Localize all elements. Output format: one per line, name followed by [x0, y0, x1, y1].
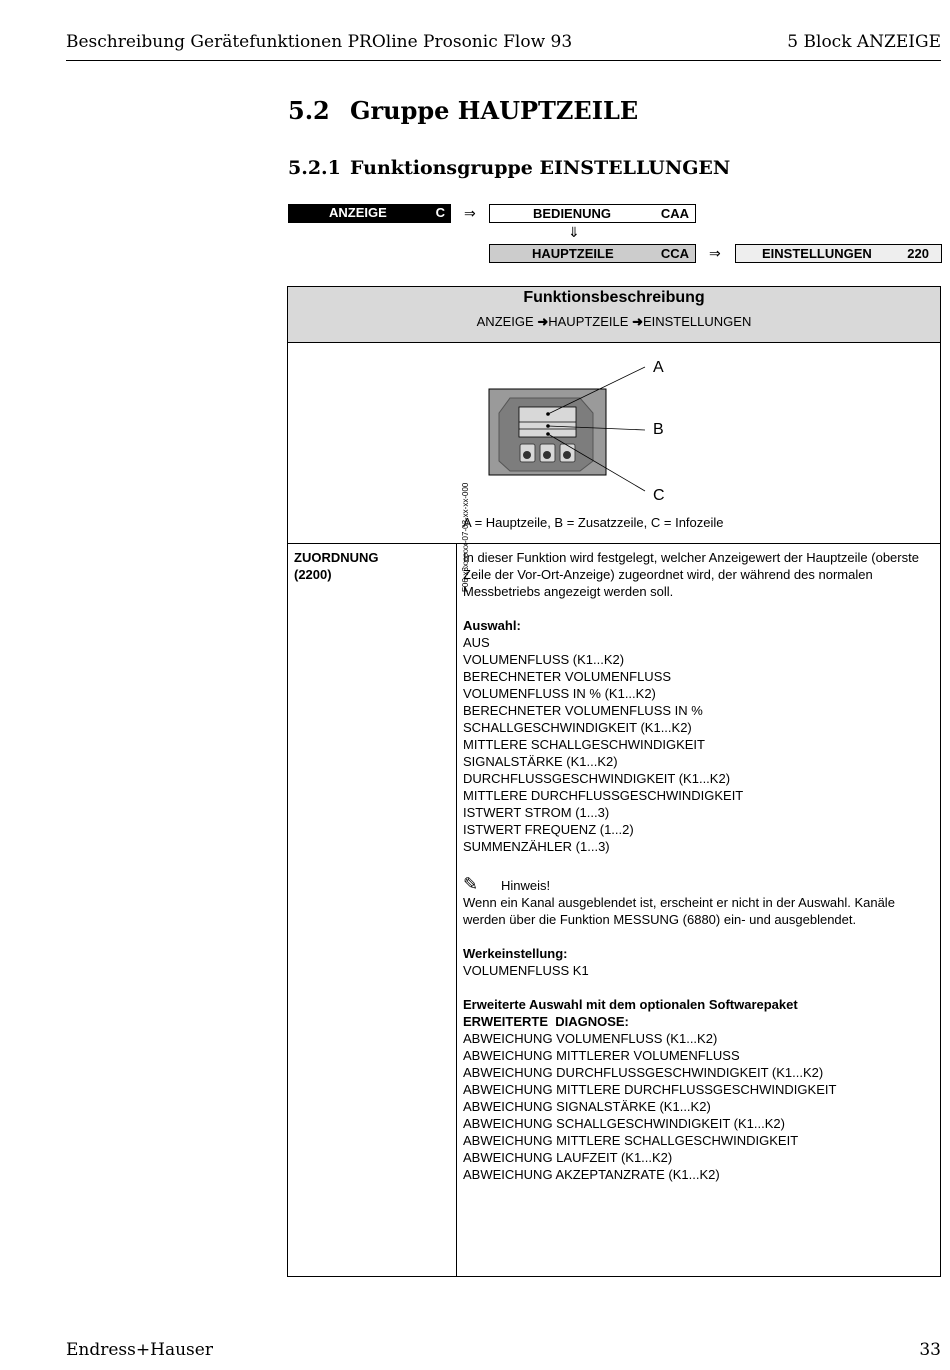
- subsection-number: 5.2.1: [288, 157, 341, 179]
- extended-option-item: ABWEICHUNG AKZEPTANZRATE (K1...K2): [463, 1167, 720, 1182]
- option-item: MITTLERE SCHALLGESCHWINDIGKEIT: [463, 737, 705, 752]
- nav-hauptzeile-label: HAUPTZEILE: [532, 246, 614, 261]
- werkeinstellung-label: Werkeinstellung:: [463, 946, 568, 961]
- nav-hauptzeile-code: CCA: [660, 246, 689, 261]
- nav-block-anzeige: [288, 204, 451, 223]
- function-description-cell: [463, 549, 933, 1183]
- table-header-path: [288, 314, 940, 330]
- option-item: BERECHNETER VOLUMENFLUSS: [463, 669, 672, 684]
- subsection-title: Funktionsgruppe EINSTELLUNGEN: [350, 157, 731, 179]
- nav-group-bedienung: [489, 204, 696, 223]
- extended-option-item: ABWEICHUNG MITTLERE DURCHFLUSSGESCHWINDIGKEIT: [463, 1082, 837, 1097]
- option-item: AUS: [463, 635, 490, 650]
- arrow-right-icon: ➜: [537, 314, 549, 329]
- arrow-right-icon: ➜: [632, 314, 643, 329]
- hinweis-heading: [463, 876, 933, 894]
- path-item: ANZEIGE: [476, 314, 534, 329]
- running-header-chapter: 5 Block ANZEIGE: [787, 32, 941, 52]
- path-item: EINSTELLUNGEN: [642, 314, 752, 329]
- subsection-heading: [288, 157, 730, 179]
- running-header-title: Beschreibung Gerätefunktionen PROline Prosonic Flow 93: [66, 32, 573, 52]
- erweitert-label: Erweiterte Auswahl mit dem optionalen Softwarepaket: [463, 997, 798, 1012]
- nav-anzeige-label: ANZEIGE: [329, 205, 387, 220]
- nav-anzeige-code: C: [435, 205, 445, 220]
- nav-bedienung-label: BEDIENUNG: [533, 206, 612, 221]
- auswahl-label: Auswahl:: [463, 618, 521, 633]
- extended-option-item: ABWEICHUNG SIGNALSTÄRKE (K1...K2): [463, 1099, 711, 1114]
- section-title: Gruppe HAUPTZEILE: [350, 96, 639, 125]
- option-item: BERECHNETER VOLUMENFLUSS IN %: [463, 703, 703, 718]
- function-name: ZUORDNUNG: [294, 550, 379, 565]
- nav-einstellungen-code: 220: [907, 246, 929, 261]
- option-item: MITTLERE DURCHFLUSSGESCHWINDIGKEIT: [463, 788, 744, 803]
- erweitert-label-package: ERWEITERTE DIAGNOSE:: [463, 1014, 629, 1029]
- option-item: ISTWERT FREQUENZ (1...2): [463, 822, 634, 837]
- pencil-note-icon: ✎: [463, 874, 479, 894]
- figure-caption: A = Hauptzeile, B = Zusatzzeile, C = Infozeile: [463, 515, 724, 530]
- page-number: 33: [919, 1340, 941, 1360]
- function-code: (2200): [294, 567, 332, 582]
- option-item: SUMMENZÄHLER (1...3): [463, 839, 610, 854]
- option-item: VOLUMENFLUSS (K1...K2): [463, 652, 625, 667]
- label-b: B: [653, 421, 664, 438]
- hinweis-text: Wenn ein Kanal ausgeblendet ist, erscheint er nicht in der Auswahl. Kanäle werden über die Funktion MESSUNG (6880) ein- und ausgeblendet.: [463, 895, 895, 927]
- table-header-title: Funktionsbeschreibung: [523, 289, 705, 306]
- figure-id: F06-x3xxxxxx-07-03-xx-xx-000: [461, 482, 470, 592]
- function-name-cell: [294, 549, 379, 583]
- option-item: SCHALLGESCHWINDIGKEIT (K1...K2): [463, 720, 692, 735]
- option-item: VOLUMENFLUSS IN % (K1...K2): [463, 686, 656, 701]
- extended-option-item: ABWEICHUNG LAUFZEIT (K1...K2): [463, 1150, 673, 1165]
- description-text: In dieser Funktion wird festgelegt, welcher Anzeigewert der Hauptzeile (oberste Zeile der Vor-Ort-Anzeige) zugeordnet wird, der während des normalen Messbetriebs angezeigt werden soll.: [463, 550, 919, 599]
- label-c: C: [653, 487, 665, 504]
- nav-bedienung-code: CAA: [660, 206, 689, 221]
- brand-logo-text: Endress+Hauser: [66, 1340, 213, 1360]
- extended-option-item: ABWEICHUNG VOLUMENFLUSS (K1...K2): [463, 1031, 718, 1046]
- arrow-right-icon: ⇒: [464, 205, 476, 221]
- display-module-figure: [288, 343, 942, 543]
- nav-einstellungen-label: EINSTELLUNGEN: [762, 246, 872, 261]
- column-divider: [456, 544, 457, 1276]
- extended-option-item: ABWEICHUNG MITTLERER VOLUMENFLUSS: [463, 1048, 740, 1063]
- option-item: ISTWERT STROM (1...3): [463, 805, 610, 820]
- arrow-down-icon: ⇓: [568, 224, 580, 240]
- extended-option-item: ABWEICHUNG DURCHFLUSSGESCHWINDIGKEIT (K1...K2): [463, 1065, 824, 1080]
- section-number: 5.2: [288, 96, 330, 125]
- section-heading: [288, 96, 638, 125]
- option-item: DURCHFLUSSGESCHWINDIGKEIT (K1...K2): [463, 771, 731, 786]
- label-a: A: [653, 359, 664, 376]
- option-item: SIGNALSTÄRKE (K1...K2): [463, 754, 618, 769]
- extended-option-item: ABWEICHUNG MITTLERE SCHALLGESCHWINDIGKEIT: [463, 1133, 799, 1148]
- extended-option-item: ABWEICHUNG SCHALLGESCHWINDIGKEIT (K1...K2): [463, 1116, 785, 1131]
- path-item: HAUPTZEILE: [548, 314, 629, 329]
- nav-group-hauptzeile: [489, 244, 696, 263]
- werkeinstellung-value: VOLUMENFLUSS K1: [463, 963, 589, 978]
- hinweis-label: Hinweis!: [501, 878, 551, 893]
- header-rule: [66, 60, 941, 61]
- nav-functiongroup-einstellungen: [735, 244, 942, 263]
- arrow-right-icon: ⇒: [709, 245, 721, 261]
- function-description-table: [287, 286, 941, 1277]
- table-header: [288, 287, 940, 343]
